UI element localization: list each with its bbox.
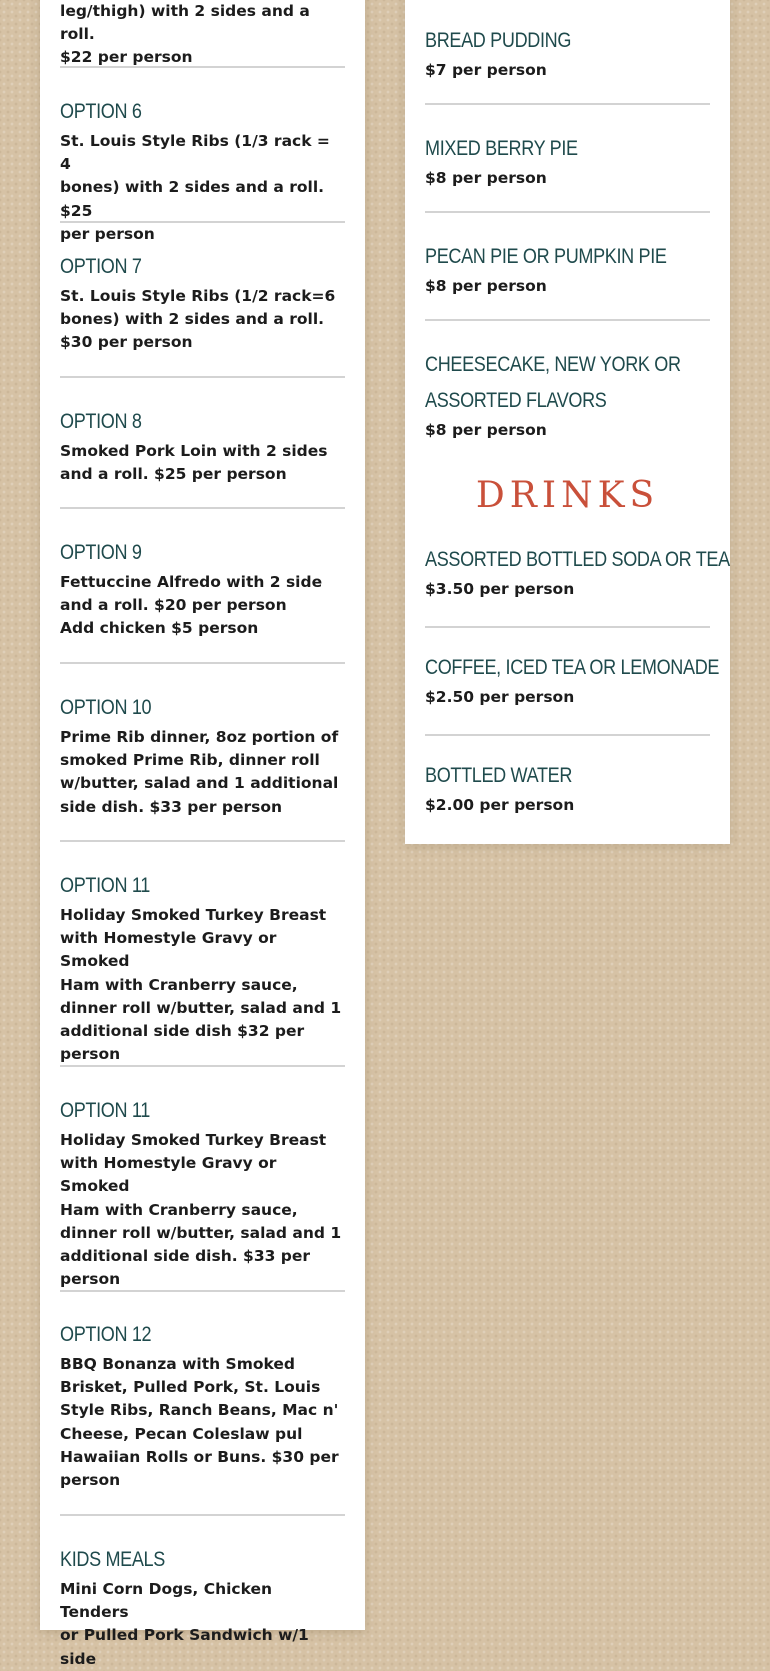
- dessert-item: [425, 131, 710, 190]
- divider: [60, 507, 345, 509]
- menu-item-title: OPTION 6: [60, 100, 142, 123]
- drink-item: [425, 650, 720, 709]
- menu-item-description: Smoked Pork Loin with 2 sides and a roll. $25 per person: [60, 442, 328, 484]
- menu-item: [60, 868, 345, 1066]
- menu-item: [60, 249, 345, 355]
- dessert-item: [425, 239, 710, 298]
- divider: [60, 66, 345, 68]
- menu-item-price: $2.50 per person: [425, 688, 575, 706]
- menu-item: [60, 1542, 345, 1671]
- menu-item: [60, 0, 345, 70]
- menu-item-description: Mini Corn Dogs, Chicken Tenders or Pulled Pork Sandwich w/1 side: [60, 1580, 309, 1668]
- menu-item-description: St. Louis Style Ribs (1/3 rack = 4 bones) with 2 sides and a roll. $25 per person: [60, 132, 330, 243]
- menu-item-description: Fettuccine Alfredo with 2 side and a roll. $20 per person Add chicken $5 person: [60, 573, 323, 638]
- menu-item: [60, 535, 345, 641]
- menu-item-title: ASSORTED BOTTLED SODA OR TEA: [425, 548, 730, 571]
- menu-item-title: COFFEE, ICED TEA OR LEMONADE: [425, 656, 720, 679]
- menu-item-title: OPTION 11: [60, 1099, 150, 1122]
- menu-item: [60, 1317, 345, 1492]
- menu-item-title: OPTION 9: [60, 541, 142, 564]
- dessert-item: [425, 347, 710, 442]
- menu-item-price: $2.00 per person: [425, 796, 575, 814]
- dessert-item: [425, 23, 710, 82]
- menu-item-description: Prime Rib dinner, 8oz portion of smoked Prime Rib, dinner roll w/butter, salad and 1 additional side dish. $33 per person: [60, 728, 339, 816]
- menu-item: [60, 94, 345, 246]
- divider: [425, 211, 710, 213]
- menu-item-description: Holiday Smoked Turkey Breast with Homestyle Gravy or Smoked Ham with Cranberry sauce, dinner roll w/butter, salad and 1 additional side dish. $33 per person: [60, 1131, 342, 1289]
- menu-card-right: [405, 0, 730, 844]
- divider: [60, 1290, 345, 1292]
- menu-item-title: OPTION 12: [60, 1323, 152, 1346]
- drink-item: [425, 542, 730, 601]
- menu-item-title: CHEESECAKE, NEW YORK OR ASSORTED FLAVORS: [425, 353, 681, 412]
- menu-item: [60, 690, 345, 819]
- drinks-heading: DRINKS: [475, 475, 660, 516]
- menu-item-title: OPTION 8: [60, 410, 142, 433]
- drink-item: [425, 758, 710, 817]
- divider: [425, 734, 710, 736]
- menu-item-title: OPTION 10: [60, 696, 152, 719]
- menu-item-title: OPTION 7: [60, 255, 142, 278]
- divider: [60, 1065, 345, 1067]
- divider: [425, 626, 710, 628]
- menu-item-description: Holiday Smoked Turkey Breast with Homestyle Gravy or Smoked Ham with Cranberry sauce, dinner roll w/butter, salad and 1 additional side dish $32 per person: [60, 906, 342, 1064]
- menu-item-description: St. Louis Style Ribs (1/2 rack=6 bones) with 2 sides and a roll. $30 per person: [60, 287, 336, 352]
- menu-item-price: $3.50 per person: [425, 580, 575, 598]
- divider: [425, 319, 710, 321]
- menu-item-price: $8 per person: [425, 169, 547, 187]
- menu-item: [60, 404, 345, 486]
- menu-item-title: BREAD PUDDING: [425, 29, 572, 52]
- divider: [60, 662, 345, 664]
- menu-item-title: BOTTLED WATER: [425, 764, 573, 787]
- divider: [425, 103, 710, 105]
- menu-item-description: leg/thigh) with 2 sides and a roll. $22 per person: [60, 2, 310, 67]
- divider: [60, 376, 345, 378]
- menu-item-title: PECAN PIE OR PUMPKIN PIE: [425, 245, 667, 268]
- menu-item-price: $8 per person: [425, 421, 547, 439]
- menu-item-title: KIDS MEALS: [60, 1548, 165, 1571]
- menu-item: [60, 1093, 345, 1291]
- menu-item-title: MIXED BERRY PIE: [425, 137, 578, 160]
- menu-item-price: $8 per person: [425, 277, 547, 295]
- divider: [60, 1514, 345, 1516]
- menu-item-description: BBQ Bonanza with Smoked Brisket, Pulled Pork, St. Louis Style Ribs, Ranch Beans, Mac n' Cheese, Pecan Coleslaw pul Hawaiian Rolls or Buns. $30 per person: [60, 1355, 339, 1490]
- menu-item-price: $7 per person: [425, 61, 547, 79]
- divider: [60, 840, 345, 842]
- menu-card-left: [40, 0, 365, 1668]
- divider: [60, 221, 345, 223]
- menu-item-title: OPTION 11: [60, 874, 150, 897]
